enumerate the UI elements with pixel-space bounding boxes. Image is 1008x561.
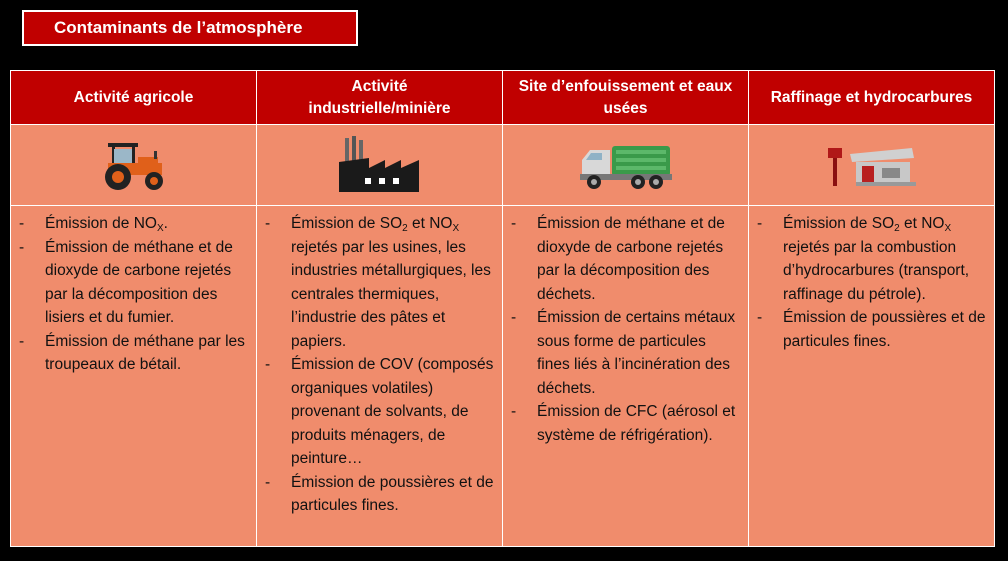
contaminants-table bbox=[10, 70, 995, 547]
cell-raffinage bbox=[749, 206, 995, 547]
list-item: - Émission de méthane par les troupeaux de bétail. bbox=[19, 330, 250, 377]
garbage-truck-icon bbox=[578, 156, 674, 173]
list-item: - Émission de $SO_2$ et $NO_X$ rejetés par la combustion d’hydrocarbures (transport, raffinage du pétrole). bbox=[757, 212, 988, 306]
header-industrielle: Activité industrielle/minière bbox=[257, 71, 503, 125]
icon-row bbox=[11, 125, 995, 206]
header-raffinage: Raffinage et hydrocarbures bbox=[749, 71, 995, 125]
header-enfouissement: Site d’enfouissement et eaux usées bbox=[503, 71, 749, 125]
list-industrielle bbox=[257, 206, 502, 518]
cell-industrielle bbox=[257, 206, 503, 547]
list-item: - Émission de COV (composés organiques volatiles) provenant de solvants, de produits ménagers, de peinture… bbox=[265, 353, 496, 471]
list-item: - Émission de poussières et de particules fines. bbox=[265, 471, 496, 518]
tractor-icon bbox=[94, 156, 174, 173]
factory-icon bbox=[335, 156, 425, 173]
cell-agricole bbox=[11, 206, 257, 547]
list-item: - Émission de $NO_X$. bbox=[19, 212, 250, 236]
icon-cell-raffinage bbox=[749, 125, 995, 206]
cell-enfouissement bbox=[503, 206, 749, 547]
list-raffinage bbox=[749, 206, 994, 353]
content-row bbox=[11, 206, 995, 547]
list-item: - Émission de certains métaux sous forme de particules fines liés à l’incinération des déchets. bbox=[511, 306, 742, 400]
page-title: Contaminants de l’atmosphère bbox=[22, 10, 358, 46]
list-item: - Émission de méthane et de dioxyde de carbone rejetés par la décomposition des déchets. bbox=[511, 212, 742, 306]
list-agricole bbox=[11, 206, 256, 377]
header-agricole: Activité agricole bbox=[11, 71, 257, 125]
icon-cell-industrielle bbox=[257, 125, 503, 206]
list-item: - Émission de méthane et de dioxyde de carbone rejetés par la décomposition des lisiers et du fumier. bbox=[19, 236, 250, 330]
list-item: - Émission de CFC (aérosol et système de réfrigération). bbox=[511, 400, 742, 447]
header-row bbox=[11, 71, 995, 125]
list-item: - Émission de $SO_2$ et $NO_X$ rejetés par les usines, les industries métallurgiques, les centrales thermiques, l’industrie des pâtes et papiers. bbox=[265, 212, 496, 353]
icon-cell-enfouissement bbox=[503, 125, 749, 206]
list-item: - Émission de poussières et de particules fines. bbox=[757, 306, 988, 353]
gas-station-icon bbox=[822, 156, 922, 173]
list-enfouissement bbox=[503, 206, 748, 447]
icon-cell-agricole bbox=[11, 125, 257, 206]
